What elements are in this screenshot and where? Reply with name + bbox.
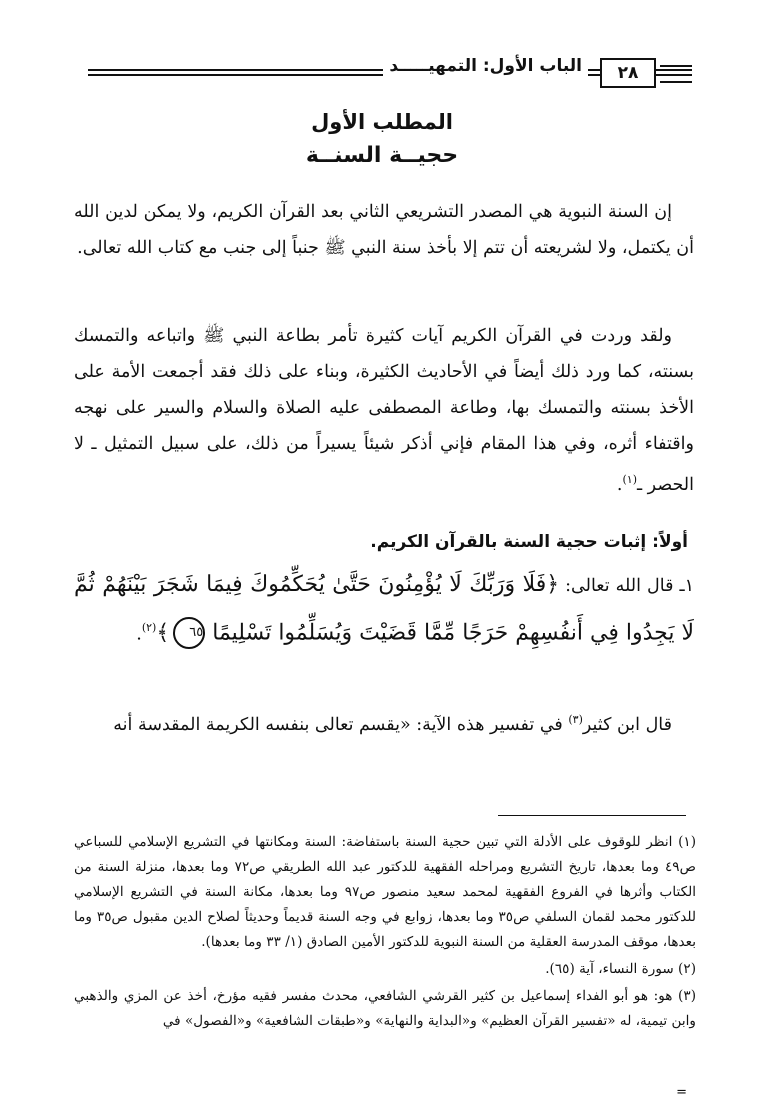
section-subtitle: حجيــة السنــة [305,143,459,168]
paragraph-1: إن السنة النبوية هي المصدر التشريعي الثاني بعد القرآن الكريم، ولا يمكن لدين الله أن يكتمل، ولا لشريعته أن تتم إلا بأخذ سنة النبي ﷺ جنباً إلى جنب مع كتاب الله تعالى. [74,202,694,258]
footnote-1: (١) انظر للوقوف على الأدلة التي تبين حجية السنة باستفاضة: السنة ومكانتها في التشريع الإسلامي للسباعي ص٤٩ وما بعدها، تاريخ التشريع ومراحله الفقهية للدكتور عبد الله الطريقي ص٧٢ وما بعدها، منزلة السنة من الكتاب وأثرها في الفروع الفقهية لمحمد سعيد منصور ص٩٧ وما بعدها، مكانة السنة في التشريع الإسلامي للدكتور محمد لقمان السلفي ص٣٥ وما بعدها، زوابع في وجه السنة قديماً وحديثاً لصلاح الدين مقبول ص٣٥ وما بعدها، موقف المدرسة العقلية من السنة النبوية للدكتور الأمين الصادق (١/ ٣٣ وما بعدها). [74,834,696,950]
paragraph-2-text: ولقد وردت في القرآن الكريم آيات كثيرة تأمر بطاعة النبي ﷺ واتباعه والتمسك بسنته، كما ورد ذلك أيضاً في الأحاديث الكثيرة، وبناء على ذلك فقد أجمعت الأمة على الأخذ بسنته والتمسك بها، وطاعة المصطفى عليه الصلاة والسلام والسير على نهجه واقتفاء أثره، وفي هذا المقام فإني أذكر شيئاً يسيراً من ذلك، على سبيل التمثيل ـ لا الحصر ـ [74,326,694,495]
footnote-ref-3: (٣) [568,713,583,726]
footnote-ref-2: (٢) [141,621,157,634]
running-title: الباب الأول: التمهيـــــد [383,56,588,76]
running-header [88,52,692,92]
subheading: أولاً: إثبات حجية السنة بالقرآن الكريم. [370,532,688,552]
paragraph-3-before: قال ابن كثير [582,714,672,735]
quran-verse [74,564,694,655]
verse-end: . [136,624,142,645]
verse-close-bracket: ﴾ [156,620,170,646]
footnote-2: (٢) سورة النساء، آية (٦٥). [545,961,696,977]
footnote-ref-1: (١) [622,473,637,486]
paragraph-3 [74,702,694,743]
paragraph-3-after: في تفسير هذه الآية: «يقسم تعالى بنفسه الكريمة المقدسة أنه [113,714,569,735]
footnote-separator [498,815,686,816]
paragraph-2: ولقد وردت في القرآن الكريم آيات كثيرة تأمر بطاعة النبي ﷺ واتباعه والتمسك بسنته، كما ورد ذلك أيضاً في الأحاديث الكثيرة، وبناء على ذلك فقد أجمعت الأمة على الأخذ بسنته والتمسك بها، وطاعة المصطفى عليه الصلاة والسلام والسير على نهجه واقتفاء أثره، وفي هذا المقام فإني أذكر شيئاً يسيراً من ذلك، على سبيل التمثيل ـ لا الحصر ـ$^{(١)}$. [74,326,694,495]
ayah-number-marker: ٦٥ [173,617,205,649]
continuation-mark: = [676,1085,687,1100]
page-number: ٢٨ [600,58,656,88]
header-ornament [660,65,692,83]
footnotes [74,830,696,1036]
verse-text: ﴿فَلَا وَرَبِّكَ لَا يُؤْمِنُونَ حَتَّىٰ يُحَكِّمُوكَ فِيمَا شَجَرَ بَيْنَهُمْ ثُمَّ لَا يَجِدُوا فِي أَنفُسِهِمْ حَرَجًا مِّمَّا قَضَيْتَ وَيُسَلِّمُوا تَسْلِيمًا [74,572,694,646]
footnote-3: (٣) هو: هو أبو الفداء إسماعيل بن كثير القرشي الشافعي، محدث مفسر فقيه مؤرخ، أخذ عن المزي والذهبي وابن تيمية، له «تفسير القرآن العظيم» و«البداية والنهاية» و«طبقات الشافعية» و«الفصول» في [74,988,696,1029]
section-title: المطلب الأول [311,110,453,134]
verse-intro: ١ـ قال الله تعالى: [559,576,694,596]
